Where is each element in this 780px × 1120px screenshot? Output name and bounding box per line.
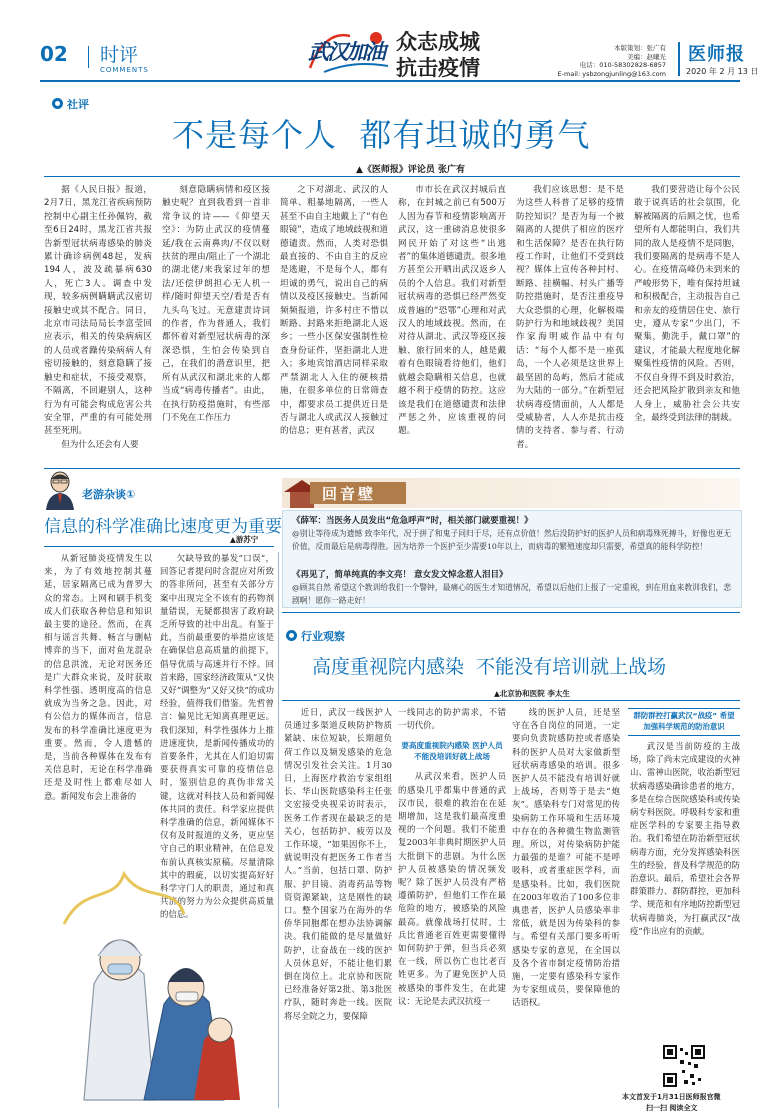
article3-col3-text: 线的医护人员，还是坚守在各自岗位的同道，一定要向负责院感防控或者感染科的医护人员对大家做新型冠状病毒感染的培训。很多医护人员不能没有培训好就上战场，否则等于是去“炮灰”。感染科专门对常见的传染病防工作环境和生活环境中存在的各种微生物监测管理。所以，对传染病防护能力最强的是谁？可能不是呼吸科，或者重症医学科，而是感染科。比如，我们医院在2003年收治了100多位非典患者，医护人员感染率非常低，就是因为传染科的参与。希望有关部门要多听听感染专家的意见，在全国以及各个省市制定疫情防治措施，一定要有感染科专家作为专家组成员，要保障他的话语权。 xyxy=(512,707,620,1008)
echo-wall-title: 回音壁 xyxy=(322,485,377,503)
article3-byline: ▲北京协和医院 李太生 xyxy=(494,689,570,698)
article1-col5-text: 我们应该思想：是不是为这些人科普了足够的疫情防控知识？是否为每一个被隔离的人提供了相应的医疗和生活保障？是否在执行防疫工作时，让他们不受到歧视？媒体上宣传各种封村、断路、挂横幅、村头广播等防控措施时，是否注重疫导大众恐惧的心理，化解极端防护行为和地域歧视？美国作家海明威作品中有句话：“每个人都不是一座孤岛，一个人必须是这世界上最坚固的岛屿，然后才能成为大陆的一部分。”在新型冠状病毒疫情面前，人人都是受威胁者，人人亦是抗击疫情的支持者、参与者、行动者。 xyxy=(516,185,624,450)
echo-item2-body: @顾其自然 希望这个教训给我们一个警钟，最痛心的医生才知道情况，希望以后他们上报了一定重视，到在用血来教训我们，悲剧啊！愿你一路走好！ xyxy=(292,583,732,605)
slogan-art-text: 武汉加油 xyxy=(308,39,384,64)
section-name: 时评 xyxy=(100,44,139,66)
article3-col4-text: 武汉是当前防疫的主战场，除了尚未完成建设的火神山、雷神山医院，收治新型冠状病毒感染确诊患者的地方，多是在综合医院感染科或传染病专科医院。呼吸科专家和重症医学科的专家要主指导救治。我们希望在防治新型冠状病毒方面，充分发挥感染科医生的经验，普及科学规范的防治意识。最后，希望社会各界群策群力、群防群控，更加科学、规范和有序地防控新型冠状病毒肺炎，为打赢武汉“战疫”作出应有的贡献。 xyxy=(630,741,740,936)
author-avatar xyxy=(42,470,78,510)
article1-col2 xyxy=(162,184,270,462)
article1-col1 xyxy=(44,184,152,462)
echo-item1-body: @别让等待成为遗憾 致李年代，况于拼了和鬼子同归于尽，还有点价值！然后没防护好的医护人员和病毒殊死搏斗，好像也更无价值，反而最后是病毒得胜。因为培养一个医护至少需要10年以上，而病毒的繁殖速度却只需要，希望真的能科学防控！ xyxy=(292,529,732,551)
section-name-en: COMMENTS xyxy=(100,66,149,74)
article3-title-rule xyxy=(282,700,740,701)
article2-col1-text: 从新冠肺炎疫情发生以来，为了有效地控制其蔓延，居家隔离已成为普罗大众的常态。上网和刷手机变成人们获取各种信息和知识最主要的途径。然而，在真相与谣言共舞、畅言与删帖博弈的当下，面对鱼龙混杂的信息洪流，无论对医务还是广大群众来说，及时获取科学性强、透明度高的信息就成为当务之急。因此，对有公信力的媒体而言，信息发布的科学准确比速度更为重要。然而，令人遗憾的是，当前各种媒体在发布有关信息时，无论在科学准确还是及时性上都难尽如人意。新闻发布会上准备的 xyxy=(44,553,152,801)
article1-col3 xyxy=(280,184,388,462)
email[interactable]: E-mail: ysbzongjunling@163.com xyxy=(557,69,666,78)
slogan-line2-text: 抗击疫情 xyxy=(396,56,480,80)
bullet-icon xyxy=(286,630,297,641)
bullet-icon xyxy=(52,98,63,109)
article1-col6-text: 我们要营造让每个公民敢于说真话的社会氛围，化解被隔离的后顾之忧，也希望所有人都能明白，我们共同的敌人是疫情不是同胞，我们要隔离的是病毒不是人心。在疫情高峰仍未到来的严峻形势下，唯有保持坦诚和积极配合，主动报告自己和亲友的疫情居住史、旅行史，遵从专家“少出门，不聚集，勤洗手，戴口罩”的建议，才能最大程度地化解聚集性疫情的风险。否则，不仅自身得不到及时救治，还会把风险扩散到亲友和他人身上，威胁社会公共安全，最终受到法律的制裁。 xyxy=(634,185,740,423)
article3-tag-text: 行业观察 xyxy=(301,630,345,643)
article1-col2-text: 刻意隐瞒病情和疫区接触史呢？直到我看到一首非常争议的诗——《仰望天空》：为防止武汉的疫情蔓延/我在云南鼻肉/不仅以财扶贫的理由/阻止了一个湖北的湖北佬/来我家过年的想法/还偿伊朗担心无人机一样/随时仰望天空/看是否有九头鸟飞过。无意建责诗词的作者，作为普通人，我们都怀着对新型冠状病毒的深深恐惧，生怕会传染到自己，在我们的潜意识里，把所有从武汉和湖北来的人都当成“病毒传播者”。由此，在执行防疫措施时，有些部门不免在工作压力 xyxy=(162,185,270,423)
article1-col4 xyxy=(398,184,506,462)
qr-code[interactable] xyxy=(662,1044,706,1088)
article1-col1-text: 据《人民日报》报道，2月7日，黑龙江省疾病预防控制中心副主任孙佩钧，截至6日24时，黑龙江省共报告新型冠状病毒感染的肺炎累计确诊病例48起，发病194人，波及疏暴病630人，死亡3人。调查中发现，较多病例瞒瞒武汉密切接触史或其不配合。同日，北京市司法局局长李富莹回应表示，相关的传染病病区的人员或者躁传染病病人有密切接触的，刻意隐瞒了接触史和症状，不接受观察，不隔离，不回避别人，这种行为有可能会构成危害公共安全罪，严重的有可能处刑甚至死刑。 xyxy=(44,185,152,437)
article3-col2-top: 一线同志的防护需求，不错一切代价。 xyxy=(398,707,506,731)
article2-byline: ▲游苏宁 xyxy=(230,535,259,544)
echo-item2-title: 《再见了，简单纯真的李文亮！ 意女发文悼念惹人泪目》 xyxy=(292,570,508,580)
article2-title: 信息的科学准确比速度更为重要 xyxy=(44,517,282,537)
article3-col1 xyxy=(284,706,392,1096)
article1-col1-tail: 但为什么还会有人要 xyxy=(61,439,139,450)
echo-bottom-rule xyxy=(282,612,740,613)
staff-info xyxy=(546,44,666,78)
footer-note1: 本文首发于1月31日医师报官微 xyxy=(622,1093,721,1101)
article1-bottom-rule xyxy=(44,468,740,469)
staff-line2: 美编：赵曦光 xyxy=(627,52,666,61)
paper-name: 医师报 xyxy=(688,44,745,65)
slogan-line1: 众志成城 xyxy=(396,30,480,54)
article3-col4 xyxy=(630,740,740,1040)
article1-tag xyxy=(52,96,89,112)
article3-title: 高度重视院内感染 不能没有培训就上战场 xyxy=(312,656,667,678)
article3-col1-text: 近日，武汉一线医护人员通过多渠道反映防护物质紧缺、床位短缺，长期超负荷工作以及频发感染的危急情况引发社会关注。1月30日，上海医疗救治专家组组长、华山医院感染科主任张文宏接受央视采访时表示，医务工作者现在最缺乏的是关心，包括防护、疲劳以及工作环境，“如果因你不上，就说明没有把医务工作者当人。”当前，包括口罩、防护服、护目镜、消毒药品等物资资源紧缺，这是刚性的缺口。整个国家乃在海外的华侨华同胞都在想办法协调解决。我们能做的是尽量做好防护，让奋战在一线的医护人员休息好，不能让他们累倒在岗位上。北京协和医院已经准备好第2批、第3批医疗队，随时奔赴一线。医院将尽全院之力，要保障 xyxy=(284,707,392,1021)
medical-workers-illustration xyxy=(54,864,244,1100)
article3-col3 xyxy=(512,706,620,1096)
article3-col2-subhead: 要高度重视院内感染 医护人员不能没培训好就上战场 xyxy=(401,741,503,762)
article2-col2 xyxy=(160,552,274,920)
article1-byline: ▲《医师报》评论员 张广有 xyxy=(356,165,466,175)
article1-col4-text: 市市长在武汉封城后直称，在封城之前已有500万人因为春节和疫情影响离开武汉，这一重磅消息使很多网民开始了对这些“出逃者”的集体道德谴责。很多地方甚至公开晒出武汉返乡人员的个人信息。我们对新型冠状病毒的恐惧已经严然变成普遍的“恐鄂”心理和对武汉人的地域歧视。然而，在对待从湖北、武汉等疫区接触、旅行回来的人，越是戴着有色眼镜看待他们，他们就越会隐瞒相关信息，也就越不利于疫情的防控。这应该是我们在道德谴责和法律严惩之外，应该重视的问题。 xyxy=(398,185,506,437)
article1-title: 不是每个人 都有坦诚的勇气 xyxy=(172,116,591,154)
article3-col2 xyxy=(398,706,506,1096)
header-rule xyxy=(40,80,740,82)
column-divider xyxy=(278,552,279,1108)
article3-tag xyxy=(286,628,345,644)
slogan-line2 xyxy=(396,52,480,82)
article1-title-rule xyxy=(44,176,740,177)
page-number-divider xyxy=(88,46,89,68)
article1-col5 xyxy=(516,184,624,462)
echo-wall-banner xyxy=(282,478,740,508)
side-title: 群防群控打赢武汉“战疫” 希望加强科学规范的防治意识 xyxy=(633,711,735,731)
article2-tag: 老游杂谈① xyxy=(82,488,136,501)
page-number: 02 xyxy=(40,42,68,66)
article1-col3-text: 之下对湖北、武汉的人简单、粗暴地隔离，一些人甚至不由自主地戴上了“有色眼镜”，造成了地域歧视和道德谴责。然而，人类对恐惧最直接的、不由自主的反应是逃避，不是每个人，都有坦诚的勇气，说出自己的病情以及疫区接触史。当新闻频频报道，许多村庄不惜以断路、封路来拒绝湖北人返乡；一些小区保安强制性检查身份证件，坚拒湖北人进入；多地宾馆酒店同样采取严禁湖北人入住的硬核措施，在很多单位的日常筛查中，都要求员工提供近日是否与湖北人或武汉人接触过的信息；更有甚者，武汉 xyxy=(280,185,388,437)
phone: 电话：010-58302828-6857 xyxy=(579,61,666,69)
staff-line1: 本版策划：张广有 xyxy=(614,44,666,52)
footer-note2: 扫一扫 阅读全文 xyxy=(646,1104,698,1112)
echo-item1-title: 《薛军：当医务人员发出“危急呼声”时，相关部门就要重视！》 xyxy=(292,516,533,526)
header xyxy=(0,0,780,84)
issue-date: 2020 年 2 月 13 日 xyxy=(686,67,759,76)
article2-col2-text: 欠缺导致的暴发“口误”，回答记者提问时含混应对所致的答非所问，甚至有关部分方案中出现完全不该有的药物剂量错误，无疑都损害了政府缺乏所导致的社中出乱。有鉴于此，当前最重要的举措应该是在确保信息高质量的前提下，倡导优质与高速并行不悖。回首来路，国家经济政策从“又快又好”调整为“又好又快”的成功经验，值得我们借鉴。先哲曾言：偏见比无知离真理更远。我们深知，科学性强体力上推进速度快，是新闻传播成功的首要条件，尤其在人们迫切需要获得真实可靠的疫情信息时，鉴别信息的真伪非常关键，这就对科技人员和新闻媒体共同的责任。科学家应提供科学准确的信息，新闻媒体不仅有及时报道的义务，更应坚守自己的职业精神，在信息发布前认真核实原稿。尽量清除其中的瑕疵，以切实提高好好科学守门人的职责，通过和真共济的努力为公众提供高质量的信息。 xyxy=(160,553,274,920)
article1-tag-text: 社评 xyxy=(67,98,89,111)
article1-col6 xyxy=(634,184,740,462)
paper-logo xyxy=(678,42,680,76)
wuhan-jiayou-logo xyxy=(304,22,394,78)
article2-title-rule xyxy=(44,546,274,547)
article3-col2-text: 从武汉来看，医护人员的感染几乎都集中普通的武汉市民，很难的救治在在延期增加，这是我们最高度重视的一个问题。我们不能重复2003年非典时期医护人员大批倒下的悲剧。为什么医护人员被感染的情况频发呢？除了医护人员没有严格遵循防护，但他们工作在最危险的地方，被感染的风险最高。就像战场打仗时，士兵比普通老百姓更需要懂得如何防护于弹，但当兵必须在一线，所以伤亡也比老百姓更多。为了避免医护人员被感染的事件发生，在此建议：无论是去武汉抗疫一 xyxy=(398,771,506,1006)
